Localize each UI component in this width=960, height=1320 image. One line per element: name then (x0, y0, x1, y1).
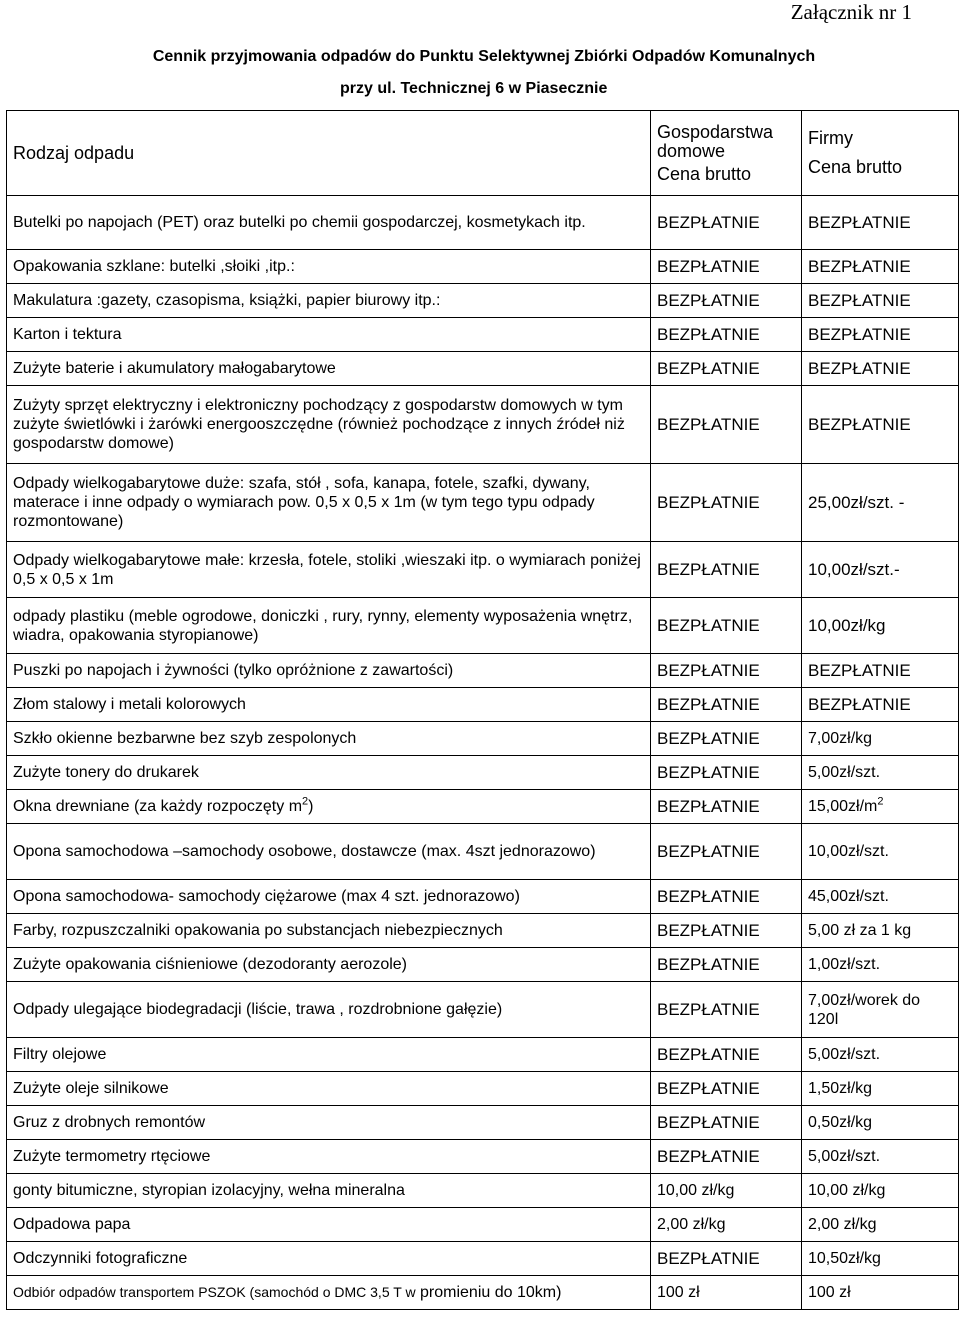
waste-type-cell: Farby, rozpuszczalniki opakowania po substancjach niebezpiecznych (7, 914, 651, 948)
waste-type-cell: Gruz z drobnych remontów (7, 1106, 651, 1140)
household-price-cell: BEZPŁATNIE (651, 688, 802, 722)
table-row (7, 196, 959, 250)
header-households: Gospodarstwa domowe Cena brutto (651, 111, 802, 196)
firm-price-cell: 25,00zł/szt. - (802, 464, 959, 542)
table-row (7, 352, 959, 386)
waste-type-cell: Zużyte oleje silnikowe (7, 1072, 651, 1106)
firm-price-cell: $15,00zł/m^2$ (802, 790, 959, 824)
table-row (7, 1276, 959, 1310)
household-price-cell: BEZPŁATNIE (651, 914, 802, 948)
table-row (7, 982, 959, 1038)
waste-type-cell: gonty bitumiczne, styropian izolacyjny, wełna mineralna (7, 1174, 651, 1208)
table-row (7, 790, 959, 824)
header-firms: Firmy Cena brutto (802, 111, 959, 196)
waste-type-cell: Odpady ulegające biodegradacji (liście, trawa , rozdrobnione gałęzie) (7, 982, 651, 1038)
household-price-cell: BEZPŁATNIE (651, 352, 802, 386)
household-price-cell: BEZPŁATNIE (651, 1038, 802, 1072)
waste-type-cell: Zużyte termometry rtęciowe (7, 1140, 651, 1174)
household-price-cell: BEZPŁATNIE (651, 982, 802, 1038)
firm-price-cell: 0,50zł/kg (802, 1106, 959, 1140)
household-price-cell: BEZPŁATNIE (651, 948, 802, 982)
document-title: Cennik przyjmowania odpadów do Punktu Selektywnej Zbiórki Odpadów Komunalnych (152, 48, 816, 65)
waste-type-cell: Opona samochodowa- samochody ciężarowe (max 4 szt. jednorazowo) (7, 880, 651, 914)
household-price-cell: 10,00 zł/kg (651, 1174, 802, 1208)
firm-price-cell: 10,00zł/kg (802, 598, 959, 654)
table-row (7, 284, 959, 318)
household-price-cell: BEZPŁATNIE (651, 598, 802, 654)
waste-type-cell: Karton i tektura (7, 318, 651, 352)
household-price-cell: BEZPŁATNIE (651, 756, 802, 790)
household-price-cell: BEZPŁATNIE (651, 722, 802, 756)
waste-type-cell: Złom stalowy i metali kolorowych (7, 688, 651, 722)
firm-price-cell: BEZPŁATNIE (802, 654, 959, 688)
firm-price-cell: 1,00zł/szt. (802, 948, 959, 982)
table-row (7, 948, 959, 982)
waste-type-cell: Odczynniki fotograficzne (7, 1242, 651, 1276)
household-price-cell: BEZPŁATNIE (651, 1140, 802, 1174)
firm-price-cell: 100 zł (802, 1276, 959, 1310)
table-row (7, 654, 959, 688)
firm-price-cell: BEZPŁATNIE (802, 688, 959, 722)
firm-price-cell: 7,00zł/kg (802, 722, 959, 756)
firm-price-cell: BEZPŁATNIE (802, 196, 959, 250)
table-row (7, 250, 959, 284)
waste-type-cell: Okna drewniane (za każdy rozpoczęty $m^2$) (7, 790, 651, 824)
waste-type-cell: Zużyte tonery do drukarek (7, 756, 651, 790)
table-row (7, 1174, 959, 1208)
waste-type-cell: Puszki po napojach i żywności (tylko opróżnione z zawartości) (7, 654, 651, 688)
firm-price-cell: BEZPŁATNIE (802, 284, 959, 318)
firm-price-cell: BEZPŁATNIE (802, 250, 959, 284)
household-price-cell: BEZPŁATNIE (651, 464, 802, 542)
household-price-cell: BEZPŁATNIE (651, 1242, 802, 1276)
waste-type-cell: Butelki po napojach (PET) oraz butelki po chemii gospodarczej, kosmetykach itp. (7, 196, 651, 250)
table-row (7, 1140, 959, 1174)
table-header-row (7, 111, 959, 196)
table-row (7, 542, 959, 598)
waste-type-cell: Opakowania szklane: butelki ,słoiki ,itp.: (7, 250, 651, 284)
waste-type-cell: Makulatura :gazety, czasopisma, książki, papier biurowy itp.: (7, 284, 651, 318)
waste-type-cell: Odpady wielkogabarytowe duże: szafa, stół , sofa, kanapa, fotele, szafki, dywany, materace i inne odpady o wymiarach pow. 0,5 x 0,5 x 1m (w tym tego typu odpady rozmontowane) (7, 464, 651, 542)
firm-price-cell: 7,00zł/worek do 120l (802, 982, 959, 1038)
waste-type-cell: Filtry olejowe (7, 1038, 651, 1072)
firm-price-cell: 45,00zł/szt. (802, 880, 959, 914)
waste-type-cell: Szkło okienne bezbarwne bez szyb zespolonych (7, 722, 651, 756)
firm-price-cell: 5,00zł/szt. (802, 1140, 959, 1174)
waste-type-cell: Zużyty sprzęt elektryczny i elektroniczny pochodzący z gospodarstw domowych w tym zużyte świetlówki i żarówki energooszczędne (również pochodzące z innych źródeł niż gospodarstw domowe) (7, 386, 651, 464)
firm-price-cell: 2,00 zł/kg (802, 1208, 959, 1242)
household-price-cell: BEZPŁATNIE (651, 1106, 802, 1140)
header-waste-type: Rodzaj odpadu (7, 111, 651, 196)
table-row (7, 722, 959, 756)
household-price-cell: BEZPŁATNIE (651, 1072, 802, 1106)
document-subtitle: przy ul. Technicznej 6 w Piasecznie (340, 80, 608, 97)
household-price-cell: 2,00 zł/kg (651, 1208, 802, 1242)
household-price-cell: BEZPŁATNIE (651, 250, 802, 284)
price-table (6, 110, 959, 1310)
table-row (7, 318, 959, 352)
waste-type-cell: Opona samochodowa –samochody osobowe, dostawcze (max. 4szt jednorazowo) (7, 824, 651, 880)
table-row (7, 688, 959, 722)
table-row (7, 1072, 959, 1106)
firm-price-cell: 10,00zł/szt. (802, 824, 959, 880)
firm-price-cell: 1,50zł/kg (802, 1072, 959, 1106)
table-row (7, 1106, 959, 1140)
table-row (7, 756, 959, 790)
household-price-cell: BEZPŁATNIE (651, 790, 802, 824)
household-price-cell: BEZPŁATNIE (651, 542, 802, 598)
household-price-cell: BEZPŁATNIE (651, 284, 802, 318)
table-row (7, 880, 959, 914)
table-row (7, 464, 959, 542)
firm-price-cell: 10,00 zł/kg (802, 1174, 959, 1208)
attachment-label: Załącznik nr 1 (790, 0, 912, 24)
household-price-cell: BEZPŁATNIE (651, 654, 802, 688)
firm-price-cell: 10,50zł/kg (802, 1242, 959, 1276)
household-price-cell: BEZPŁATNIE (651, 318, 802, 352)
table-row (7, 1038, 959, 1072)
table-row (7, 386, 959, 464)
household-price-cell: BEZPŁATNIE (651, 196, 802, 250)
waste-type-cell: Odbiór odpadów transportem PSZOK (samochód o DMC 3,5 T w promieniu do 10km) (7, 1276, 651, 1310)
waste-type-cell: Odpadowa papa (7, 1208, 651, 1242)
waste-type-cell: Zużyte baterie i akumulatory małogabarytowe (7, 352, 651, 386)
household-price-cell: 100 zł (651, 1276, 802, 1310)
firm-price-cell: BEZPŁATNIE (802, 386, 959, 464)
waste-type-cell: Zużyte opakowania ciśnieniowe (dezodoranty aerozole) (7, 948, 651, 982)
firm-price-cell: 10,00zł/szt.- (802, 542, 959, 598)
table-row (7, 1242, 959, 1276)
firm-price-cell: 5,00zł/szt. (802, 1038, 959, 1072)
household-price-cell: BEZPŁATNIE (651, 386, 802, 464)
table-row (7, 914, 959, 948)
firm-price-cell: BEZPŁATNIE (802, 318, 959, 352)
firm-price-cell: 5,00 zł za 1 kg (802, 914, 959, 948)
table-row (7, 1208, 959, 1242)
firm-price-cell: BEZPŁATNIE (802, 352, 959, 386)
table-row (7, 598, 959, 654)
household-price-cell: BEZPŁATNIE (651, 880, 802, 914)
waste-type-cell: odpady plastiku (meble ogrodowe, doniczki , rury, rynny, elementy wyposażenia wnętrz, wiadra, opakowania styropianowe) (7, 598, 651, 654)
household-price-cell: BEZPŁATNIE (651, 824, 802, 880)
firm-price-cell: 5,00zł/szt. (802, 756, 959, 790)
table-row (7, 824, 959, 880)
waste-type-cell: Odpady wielkogabarytowe małe: krzesła, fotele, stoliki ,wieszaki itp. o wymiarach poniżej 0,5 x 0,5 x 1m (7, 542, 651, 598)
